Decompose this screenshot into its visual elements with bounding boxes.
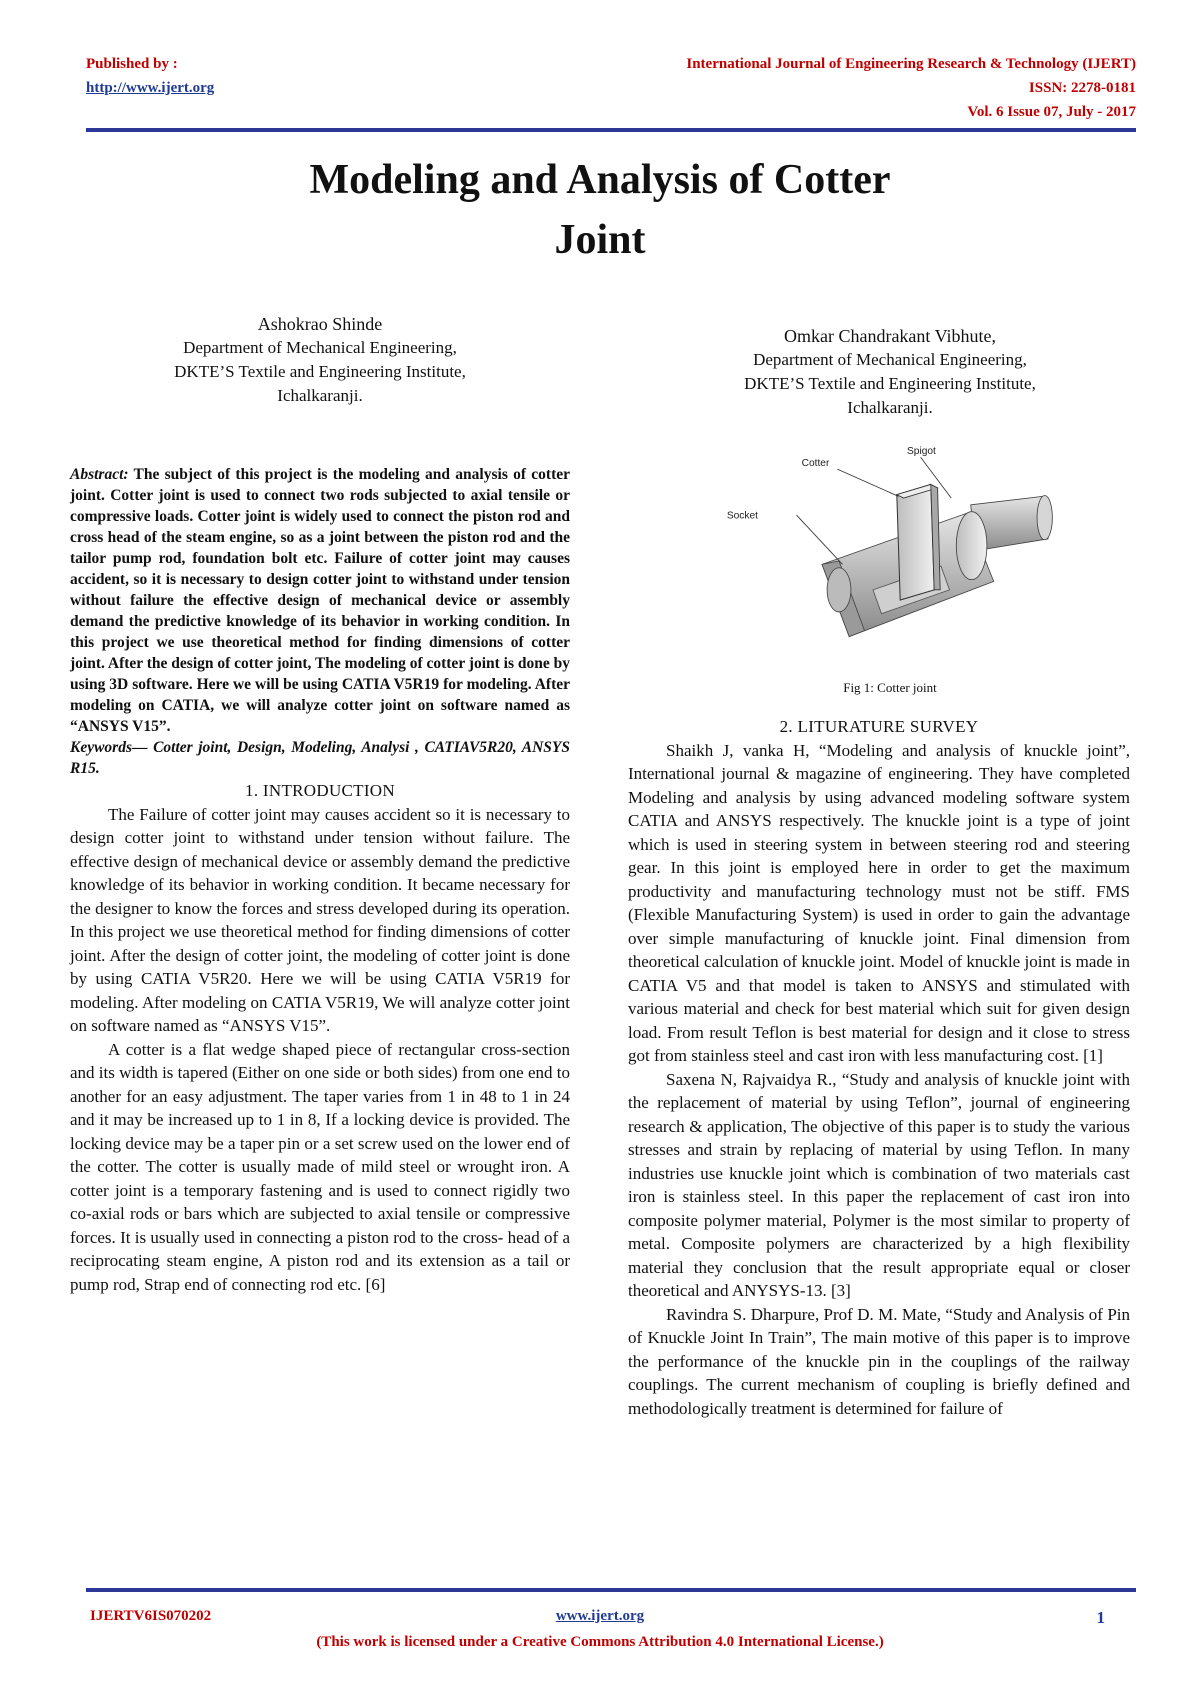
- title-line-1: Modeling and Analysis of Cotter: [309, 157, 891, 203]
- survey-paragraph-2: Saxena N, Rajvaidya R., “Study and analysis of knuckle joint with the replacement of material by using Teflon”, journal of engineering research & application, The objective of this paper is to study the various stresses and strain by replacing of material by using Teflon. In many industries use knuckle joint which is combination of two materials cast iron is stainless steel. In this paper the replacement of cast iron into composite polymer material, Polymer is the most similar to property of metal. Composite polymers are characterized by a high flexibility material they conclusion that the result appropriate equal or closer theoretical and ANYSYS-13. [3]: [628, 1069, 1130, 1300]
- section-heading-introduction: 1. INTRODUCTION: [245, 781, 395, 800]
- keywords-label: Keywords—: [70, 739, 148, 756]
- right-column: [628, 715, 1130, 1420]
- author-institute: DKTE’S Textile and Engineering Institute,: [744, 374, 1036, 393]
- author-name: Omkar Chandrakant Vibhute,: [783, 326, 997, 346]
- header-journal-info: [686, 52, 1136, 124]
- label-socket: Socket: [726, 510, 758, 522]
- author-city: Ichalkaranji.: [277, 386, 363, 405]
- abstract: [70, 464, 570, 737]
- cotter-leader-line: [837, 469, 898, 496]
- author-block-2: [680, 324, 1100, 420]
- license-notice: (This work is licensed under a Creative Commons Attribution 4.0 International License.): [316, 1634, 884, 1650]
- author-city: Ichalkaranji.: [847, 398, 933, 417]
- cotter-wedge-shape: [897, 484, 934, 600]
- journal-name: International Journal of Engineering Research & Technology (IJERT): [686, 56, 1136, 72]
- author-dept: Department of Mechanical Engineering,: [183, 338, 457, 357]
- author-institute: DKTE’S Textile and Engineering Institute,: [174, 362, 466, 381]
- abstract-label: Abstract:: [70, 466, 129, 483]
- section-heading-literature-survey: 2. LITURATURE SURVEY: [779, 717, 979, 736]
- intro-paragraph-2: A cotter is a flat wedge shaped piece of rectangular cross-section and its width is tapered (Either on one side or both sides) from one end to another for an easy adjustment. The taper varies from 1 in 48 to 1 in 24 and it may be increased up to 1 in 8, If a locking device is provided. The locking device may be a taper pin or a set screw used on the lower end of the cotter. The cotter is usually made of mild steel or wrought iron. A cotter joint is a temporary fastening and is used to connect rigidly two co-axial rods or bars which are subjected to axial tensile or compressive forces. It is usually used in connecting a piston rod to the cross- head of a reciprocating steam engine, A piston rod and its extension as a tail or pump rod, Strap end of connecting rod etc. [6]: [70, 1039, 570, 1294]
- issn: ISSN: 2278-0181: [1028, 80, 1136, 96]
- footer-url-container: [0, 1608, 1200, 1625]
- published-by-label: Published by :: [86, 56, 178, 72]
- keywords: [70, 737, 570, 779]
- footer-url-link[interactable]: www.ijert.org: [555, 1608, 645, 1624]
- volume-issue: Vol. 6 Issue 07, July - 2017: [967, 104, 1136, 120]
- paper-title: [150, 150, 1050, 270]
- author-block-1: [120, 312, 520, 408]
- header-publisher: [86, 52, 214, 100]
- author-name: Ashokrao Shinde: [257, 314, 383, 334]
- figure-caption: Fig 1: Cotter joint: [843, 680, 937, 695]
- spigot-rod-end: [1037, 496, 1052, 540]
- title-line-2: Joint: [554, 217, 646, 263]
- left-column: [70, 464, 570, 1296]
- abstract-text: The subject of this project is the modeling and analysis of cotter joint. Cotter joint is used to connect two rods subjected to axial tensile or compressive loads. Cotter joint is widely used to connect the piston rod and cross head of the steam engine, so as a joint between the piston rod and the tailor pump rod, foundation bolt etc. Failure of cotter joint may causes accident, so it is necessary to design cotter joint to withstand under tension without failure the effective design of mechanical device or assembly demand the predictive knowledge of its behavior in working condition. In this project we use theoretical method for finding dimensions of cotter joint. After the design of cotter joint, The modeling of cotter joint is done by using 3D software. Here we will be using CATIA V5R19 for modeling. After modeling on CATIA, we will analyze cotter joint on software named as “ANSYS V15”.: [70, 466, 570, 735]
- author-dept: Department of Mechanical Engineering,: [753, 350, 1027, 369]
- header-divider: [86, 128, 1136, 132]
- intro-paragraph-1: The Failure of cotter joint may causes accident so it is necessary to design cotter joint to withstand under tension without failure. The effective design of mechanical device or assembly demand the predictive knowledge of its behavior in working condition. It became necessary for the designer to know the forces and stress developed during its operation. In this project we use theoretical method for finding dimensions of cotter joint. After the design of cotter joint, the modeling of cotter joint is done by using CATIA V5R20. Here we will be using CATIA V5R19 for modeling. After modeling on CATIA V5R19, We will analyze cotter joint on software named as “ANSYS V15”.: [70, 804, 570, 1035]
- socket-leader-line: [797, 515, 843, 564]
- socket-collar: [956, 512, 987, 580]
- footer-divider: [86, 1588, 1136, 1592]
- label-cotter: Cotter: [801, 457, 830, 469]
- survey-paragraph-3: Ravindra S. Dharpure, Prof D. M. Mate, “Study and Analysis of Pin of Knuckle Joint In Train”, The main motive of this paper is to improve the performance of the knuckle pin in the couplings of the railway couplings. The current mechanism of coupling is briefly defined and methodologically treatment is determined for failure of: [628, 1304, 1130, 1418]
- socket-bore: [827, 568, 851, 612]
- page-number: 1: [1096, 1608, 1105, 1627]
- paper-id: IJERTV6IS070202: [90, 1608, 212, 1624]
- keywords-text: Cotter joint, Design, Modeling, Analysi , CATIAV5R20, ANSYS R15.: [70, 739, 570, 777]
- label-spigot: Spigot: [907, 445, 936, 457]
- cotter-joint-figure: [720, 436, 1060, 674]
- journal-url-link[interactable]: http://www.ijert.org: [86, 80, 215, 96]
- survey-paragraph-1: Shaikh J, vanka H, “Modeling and analysis of knuckle joint”, International journal & magazine of engineering. They have completed Modeling and analysis by using advanced modeling software system CATIA and ANSYS respectively. The knuckle joint is a type of joint which is used in steering system in between steering rod and steering gear. In this joint is employed here in order to get the maximum productivity and manufacturing technology must not be stiff. FMS (Flexible Manufacturing System) is used in order to gain the advantage over simple manufacturing of knuckle joint. Final dimension from theoretical calculation of knuckle joint. Model of knuckle joint is made in CATIA V5 and that model is taken to ANSYS and stimulated with various material and check for best material which suit for given design load. From result Teflon is best material for design and it close to stress got from stainless steel and cast iron with less manufacturing cost. [1]: [628, 740, 1130, 1065]
